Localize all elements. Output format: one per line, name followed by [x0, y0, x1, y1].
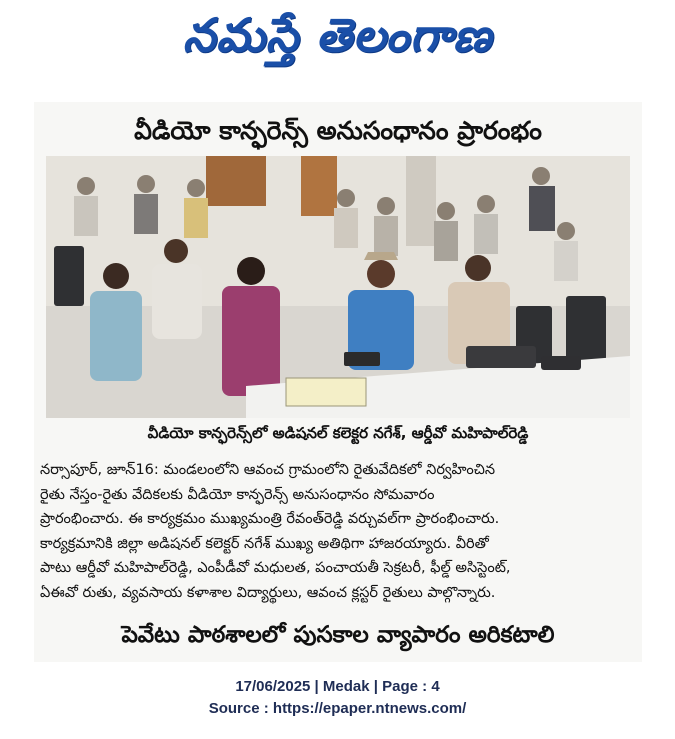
newspaper-logo: నమస్తే తెలంగాణ	[182, 8, 493, 62]
article-body	[40, 458, 636, 605]
body-line: పాటు ఆర్డీవో మహిపాల్‌రెడ్డి, ఎంపీడీవో మధులత, పంచాయతీ సెక్రటరీ, ఫీల్డ్ అసిస్టెంట్,	[40, 560, 511, 576]
article-photo	[46, 156, 630, 418]
epaper-footer	[0, 676, 675, 720]
photo-caption: వీడియో కాన్ఫరెన్స్‌లో అడిషనల్ కలెక్టర నగేశ్, ఆర్డీవో మహిపాల్‌రెడ్డి	[147, 424, 529, 442]
body-line: ప్రారంభించారు. ఈ కార్యక్రమం ముఖ్యమంత్రి రేవంత్‌రెడ్డి వర్చువల్‌గా ప్రారంభించారు.	[40, 511, 500, 527]
newspaper-masthead	[0, 0, 675, 82]
next-article-headline: పెవేటు పాఠశాలలో పుసకాల వ్యాపారం అరికటాలి	[121, 622, 555, 648]
article-clipping	[34, 102, 642, 662]
body-line: కార్యక్రమానికి జిల్లా అడిషనల్ కలెక్టర్ నగేశ్ ముఖ్య అతిథిగా హాజరయ్యారు. వీరితో	[40, 535, 489, 552]
body-line: నర్సాపూర్, జూన్16: మండలంలోని ఆవంచ గ్రామంలోని రైతువేదికలో నిర్వహించిన	[40, 462, 496, 478]
body-line: రైతు నేస్తం-రైతు వేదికలకు వీడియో కాన్ఫరెన్స్ అనుసంధానం సోమవారం	[40, 486, 435, 503]
body-line: ఏఈవో రుతు, వ్యవసాయ కళాశాల విద్యార్థులు, ఆవంచ క్లస్టర్ రైతులు పాల్గొన్నారు.	[40, 584, 496, 601]
article-headline: వీడియో కాన్ఫరెన్స్ అనుసంధానం ప్రారంభం	[134, 116, 542, 145]
date-edition-page-line: 17/06/2025 | Medak | Page : 4	[235, 678, 440, 695]
meeting-photo-illustration	[46, 156, 630, 418]
source-link[interactable]: Source : https://epaper.ntnews.com/	[208, 700, 467, 717]
